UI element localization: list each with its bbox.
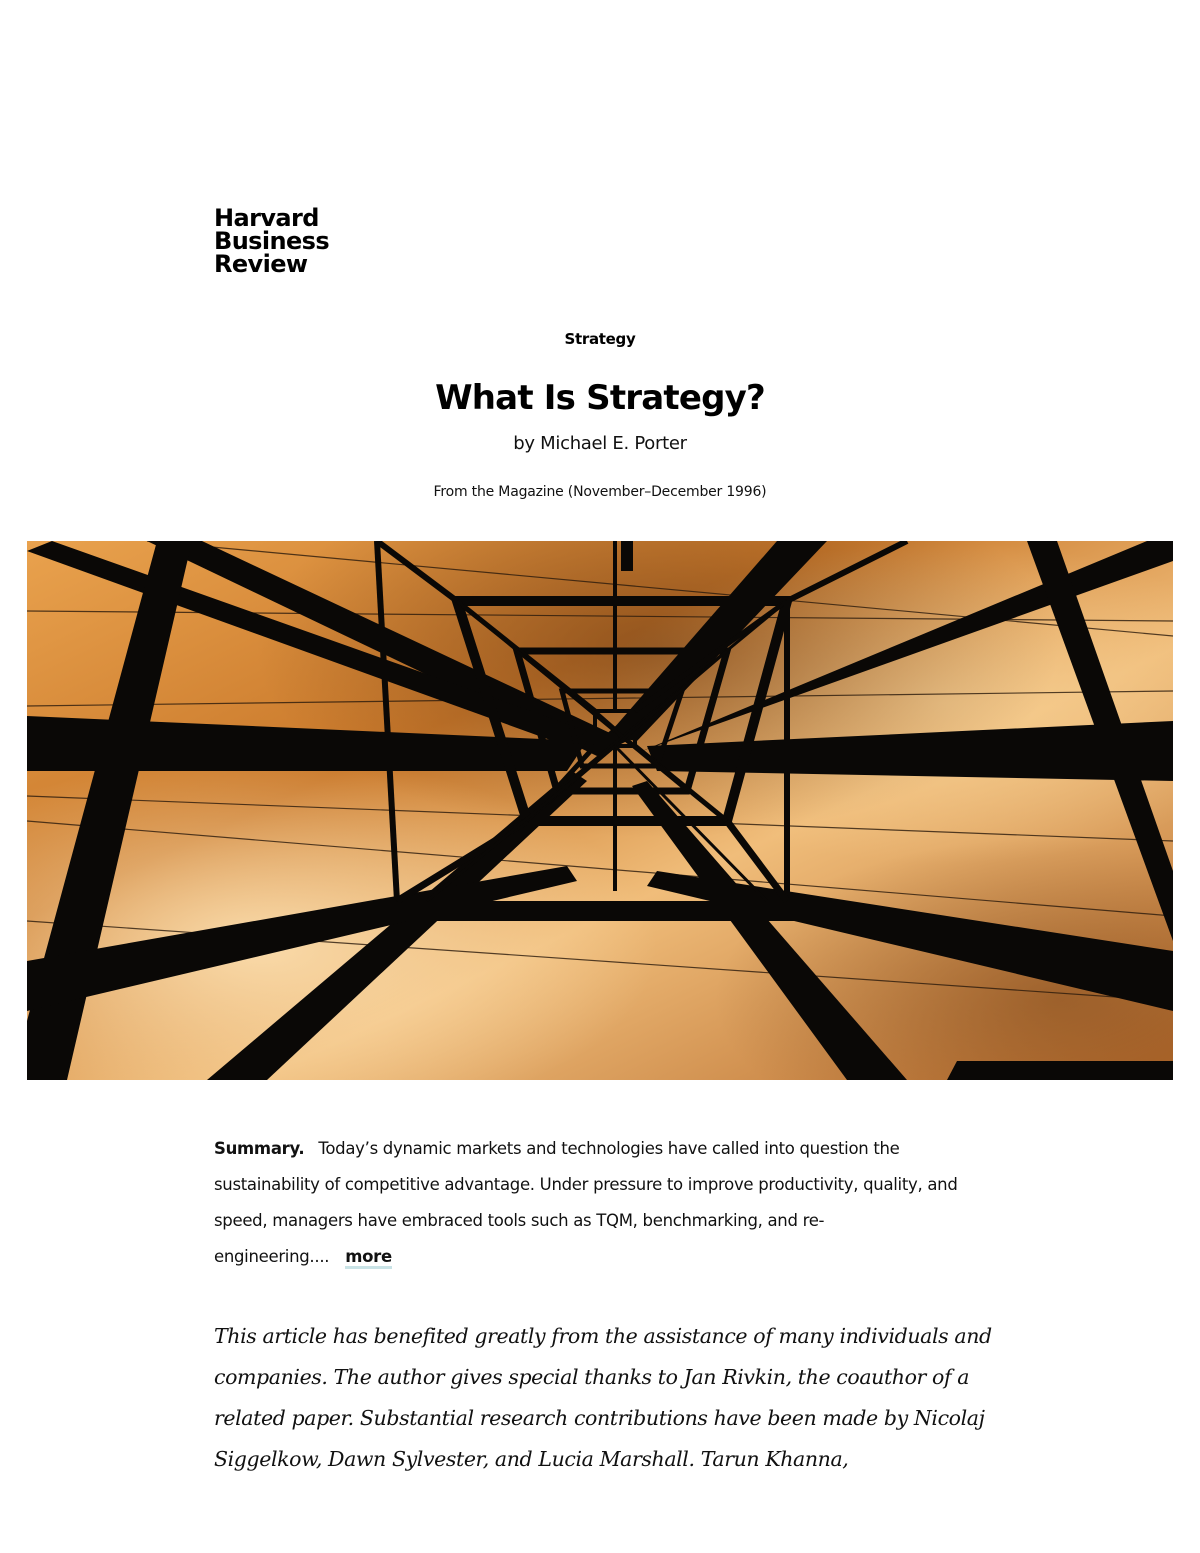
hero-image xyxy=(27,541,1173,1080)
acknowledgment-text: This article has benefited greatly from the assistance of many individuals and companies. The author gives special thanks to Jan Rivkin, the coauthor of a related paper. Substantial research contributions have been made by Nicolaj Siggelkow, Dawn Sylvester, and Lucia Marshall. Tarun Khanna, xyxy=(214,1324,992,1471)
logo-line-review: Review xyxy=(214,250,308,278)
article-title: What Is Strategy? xyxy=(435,378,765,418)
summary-text: Today’s dynamic markets and technologies have called into question the sustainability of competitive advantage. Under pressure to improve productivity, quality, and speed, managers have embraced tools such as TQM, benchmarking, and re-engineering.... xyxy=(214,1139,958,1266)
topic-link-strategy[interactable]: Strategy xyxy=(564,330,636,348)
logo-line-business: Business xyxy=(214,227,330,255)
publication-info: From the Magazine (November–December 1996) xyxy=(433,484,767,500)
hbr-logo[interactable] xyxy=(214,204,330,278)
article-summary xyxy=(214,1131,974,1275)
summary-more-link[interactable]: more xyxy=(345,1247,392,1269)
article-byline: by Michael E. Porter xyxy=(513,433,687,454)
summary-label: Summary. xyxy=(214,1139,305,1158)
logo-line-harvard: Harvard xyxy=(214,204,319,232)
